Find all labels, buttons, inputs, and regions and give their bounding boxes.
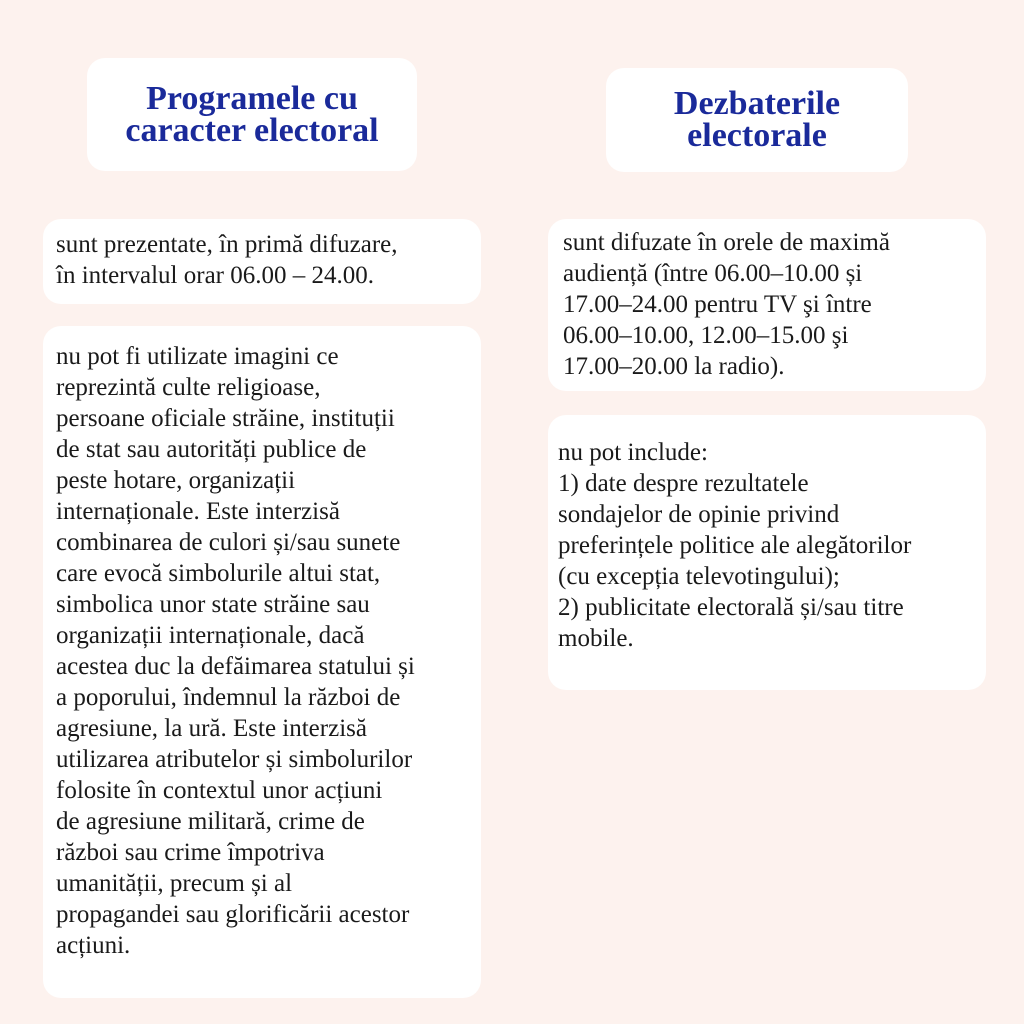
right-info-card-2 [548,415,986,690]
right-info-card-1 [548,219,986,391]
right-title-card [606,68,908,172]
left-info-card-2 [43,326,481,998]
left-info-card-1 [43,219,481,304]
left-info-text-1: sunt prezentate, în primă difuzare, în intervalul orar 06.00 – 24.00. [56,231,398,289]
left-info-text-2: nu pot fi utilizate imagini ce reprezintă culte religioase, persoane oficiale străine, instituții de stat sau autorități publice de peste hotare, organizații internaționale. Este interzisă combinarea de culori și/sau sunete care evocă simbolurile altui stat, simbolica unor state străine sau organizații internaționale, dacă acestea duc la defăimarea statului și a poporului, îndemnul la război de agresiune, la ură. Este interzisă utilizarea atributelor și simbolurilor folosite în contextul unor acțiuni de agresiune militară, crime de război sau crime împotriva umanității, precum și al propagandei sau glorificării acestor acțiuni. [56,343,415,959]
right-info-text-1: sunt difuzate în orele de maximă audiență (între 06.00–10.00 și 17.00–24.00 pentru TV şi între 06.00–10.00, 12.00–15.00 şi 17.00–20.00 la radio). [563,229,890,380]
right-info-text-2: nu pot include: 1) date despre rezultatele sondajelor de opinie privind preferințele politice ale alegătorilor (cu excepția televotingului); 2) publicitate electorală și/sau titre mobile. [558,439,912,652]
right-column-title: Dezbaterile electorale [673,85,841,154]
left-title-card [87,58,417,171]
left-column-title: Programele cu caracter electoral [125,79,379,149]
